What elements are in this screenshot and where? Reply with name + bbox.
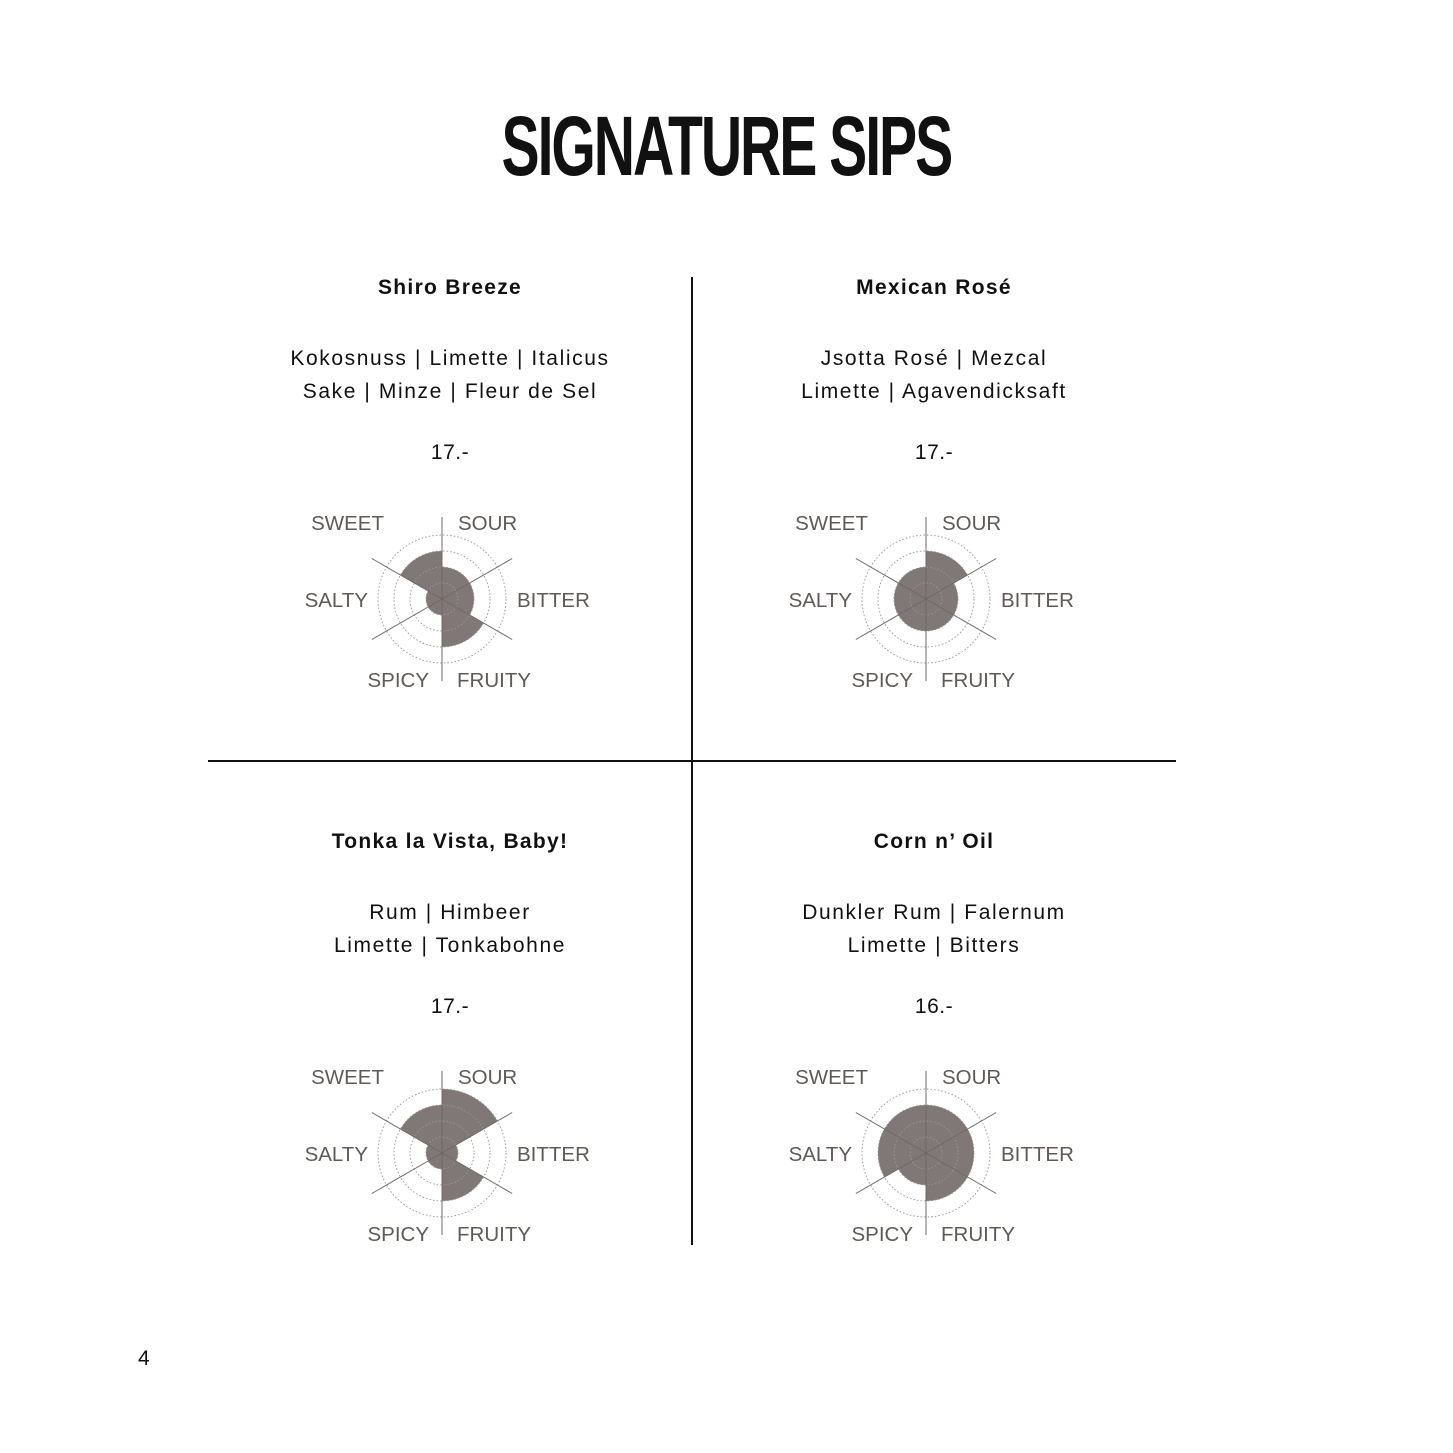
- radar-axis-label: BITTER: [517, 589, 590, 612]
- page-number: 4: [138, 1347, 150, 1370]
- radar-axis: [372, 1153, 442, 1194]
- radar-axis-label: FRUITY: [457, 1223, 532, 1243]
- radar-axis-label: SOUR: [458, 1066, 518, 1089]
- radar-axis-label: SALTY: [788, 589, 852, 612]
- ingredients-line: Dunkler Rum | Falernum: [802, 901, 1066, 924]
- flavor-sector-sour: [442, 1089, 497, 1153]
- drink-ingredients: [692, 896, 1176, 962]
- drink-price: 17.-: [430, 995, 470, 1018]
- radar-axis-label: FRUITY: [941, 1223, 1016, 1243]
- flavor-radar-chart: [300, 509, 600, 689]
- flavor-radar-chart: [784, 1063, 1084, 1243]
- ingredients-line: Sake | Minze | Fleur de Sel: [302, 380, 598, 403]
- horizontal-divider: [208, 760, 1176, 762]
- radar-axis-label: SWEET: [795, 1066, 868, 1089]
- radar-axis-label: SOUR: [458, 512, 518, 535]
- drink-name: Corn n’ Oil: [873, 830, 995, 853]
- radar-axis-label: SPICY: [851, 669, 913, 689]
- radar-axis-label: SOUR: [942, 512, 1002, 535]
- drink-price: 17.-: [914, 441, 954, 464]
- drink-card-mexican-rose: [692, 276, 1176, 689]
- radar-axis-label: SALTY: [788, 1143, 852, 1166]
- radar-axis-label: SPICY: [367, 669, 429, 689]
- radar-axis-label: SPICY: [851, 1223, 913, 1243]
- drink-card-tonka-la-vista: [208, 830, 692, 1243]
- radar-axis-label: FRUITY: [457, 669, 532, 689]
- radar-axis-label: BITTER: [1001, 589, 1074, 612]
- ingredients-line: Jsotta Rosé | Mezcal: [820, 347, 1048, 370]
- drink-name: Mexican Rosé: [856, 276, 1012, 299]
- page-title: SIGNATURE SIPS: [501, 99, 952, 193]
- radar-axis-label: BITTER: [517, 1143, 590, 1166]
- flavor-sector-fruity: [442, 1153, 484, 1201]
- radar-axis-label: SWEET: [795, 512, 868, 535]
- drink-name: Shiro Breeze: [378, 276, 522, 299]
- radar-axis-label: SALTY: [304, 1143, 368, 1166]
- flavor-sector-sweet: [400, 551, 442, 599]
- radar-axis-label: BITTER: [1001, 1143, 1074, 1166]
- radar-axis-label: SWEET: [311, 512, 384, 535]
- drink-name: Tonka la Vista, Baby!: [331, 830, 569, 853]
- radar-axis-label: SALTY: [304, 589, 368, 612]
- drink-price: 16.-: [914, 995, 954, 1018]
- drink-card-shiro-breeze: [208, 276, 692, 689]
- ingredients-line: Kokosnuss | Limette | Italicus: [290, 347, 610, 370]
- radar-axis-label: SWEET: [311, 1066, 384, 1089]
- ingredients-line: Rum | Himbeer: [369, 901, 531, 924]
- drink-ingredients: [208, 896, 692, 962]
- drink-ingredients: [692, 342, 1176, 408]
- radar-axis-label: SPICY: [367, 1223, 429, 1243]
- flavor-radar-chart: [784, 509, 1084, 689]
- drink-card-corn-n-oil: [692, 830, 1176, 1243]
- flavor-radar-chart: [300, 1063, 600, 1243]
- ingredients-line: Limette | Agavendicksaft: [801, 380, 1067, 403]
- drink-price: 17.-: [430, 441, 470, 464]
- radar-axis-label: SOUR: [942, 1066, 1002, 1089]
- ingredients-line: Limette | Bitters: [847, 934, 1021, 957]
- ingredients-line: Limette | Tonkabohne: [333, 934, 567, 957]
- radar-axis-label: FRUITY: [941, 669, 1016, 689]
- radar-axis: [372, 599, 442, 640]
- drink-ingredients: [208, 342, 692, 408]
- flavor-sector-sweet: [400, 1105, 442, 1153]
